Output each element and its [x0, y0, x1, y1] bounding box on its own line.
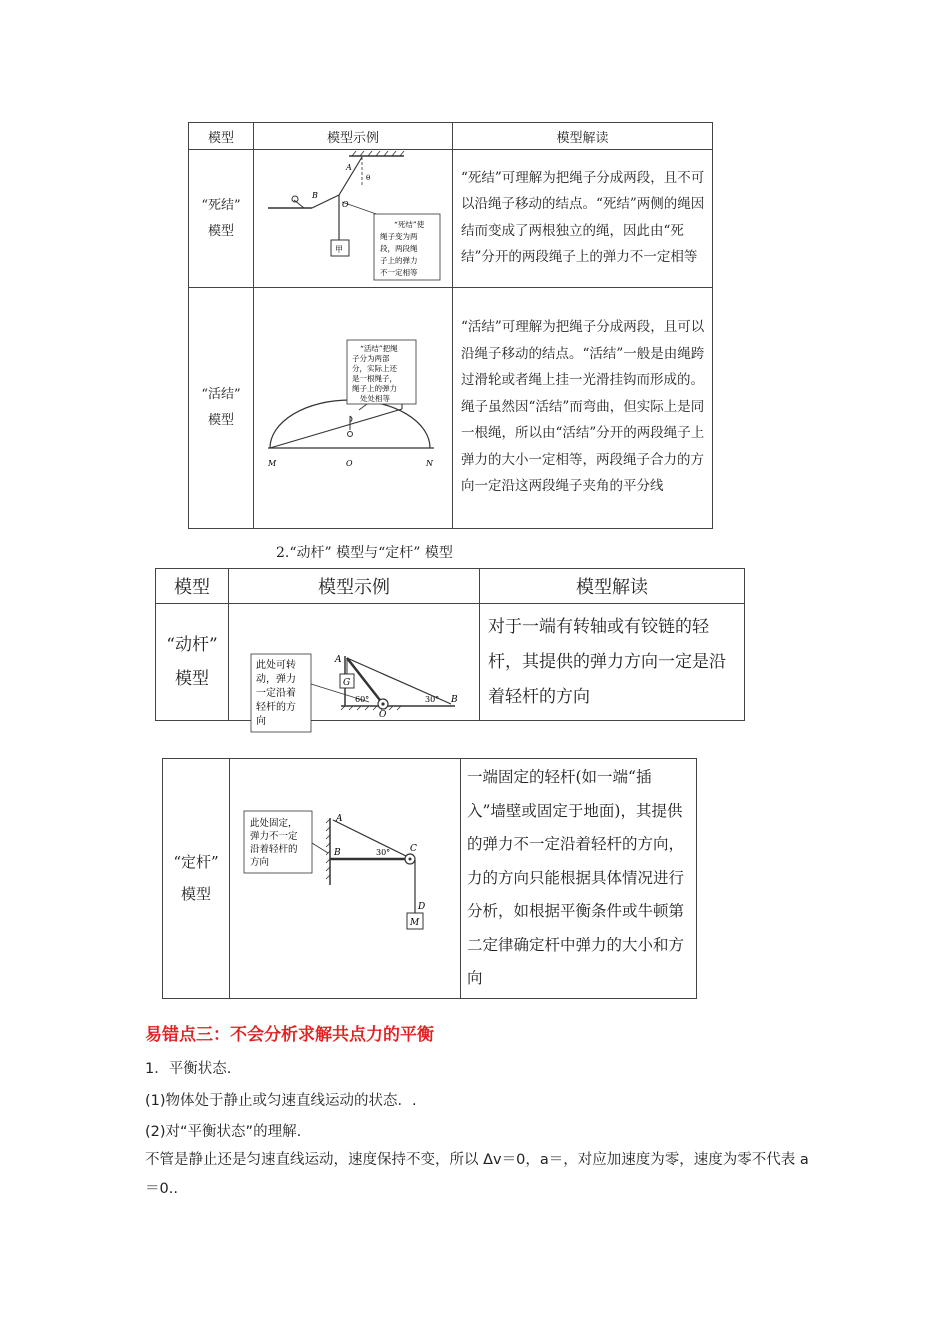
svg-text:此处可转: 此处可转 — [256, 660, 296, 671]
model-name-cell: “定杆” 模型 — [163, 759, 230, 999]
svg-text:动，弹力: 动，弹力 — [256, 674, 296, 685]
paragraph-1: 1．平衡状态. — [145, 1061, 232, 1077]
fixed-rod-table — [162, 758, 697, 999]
table-row-movable-rod — [156, 604, 745, 721]
table-row-live-knot — [189, 288, 713, 529]
svg-text:子分为两部: 子分为两部 — [352, 354, 390, 363]
header-reading: 模型解读 — [480, 569, 745, 604]
label-b: B — [312, 191, 318, 200]
label-d: D — [418, 902, 426, 913]
section-heading: 易错点三：不会分析求解共点力的平衡 — [145, 1025, 434, 1045]
label-o: O — [342, 200, 349, 209]
svg-text:轻杆的方: 轻杆的方 — [256, 702, 296, 713]
svg-text:向: 向 — [256, 716, 266, 727]
svg-text:方向: 方向 — [250, 857, 270, 869]
label-theta: θ — [366, 174, 371, 182]
header-reading: 模型解读 — [453, 123, 713, 150]
section-caption: 2.“动杆” 模型与“定杆” 模型 — [276, 545, 453, 561]
header-example: 模型示例 — [254, 123, 453, 150]
label-angle-30: 30° — [376, 848, 391, 858]
svg-text:沿着轻杆的: 沿着轻杆的 — [250, 844, 298, 856]
weight-label: 甲 — [335, 245, 343, 254]
svg-text:子上的弹力: 子上的弹力 — [380, 256, 418, 265]
header-model: 模型 — [189, 123, 254, 150]
movable-rod-figure — [229, 604, 480, 727]
fixed-rod-reading: 一端固定的轻杆(如一端“插入”墙壁或固定于地面)，其提供的弹力不一定沿着轻杆的方向，力的方向只能根据具体情况进行分析，如根据平衡条件或牛顿第二定律确定杆中弹力的大小和方向 — [461, 759, 697, 999]
fixed-rod-figure — [230, 759, 461, 999]
live-knot-reading: “活结”可理解为把绳子分成两段，且可以沿绳子移动的结点。“活结”一般是由绳跨过滑轮或者绳上挂一光滑挂钩而形成的。绳子虽然因“活结”而弯曲，但实际上是同一根绳，所以由“活结”分开的两段绳子上弹力的大小一定相等，两段绳子合力的方向一定沿这两段绳子夹角的平分线 — [453, 288, 713, 529]
label-a: A — [336, 814, 343, 825]
movable-rod-reading: 对于一端有转轴或有铰链的轻杆，其提供的弹力方向一定是沿着轻杆的方向 — [480, 604, 745, 721]
label-b: B — [334, 848, 341, 859]
label-a: A — [346, 163, 352, 172]
svg-text:绳子变为两: 绳子变为两 — [380, 232, 418, 241]
table-row-dead-knot — [189, 150, 713, 288]
svg-text:绳子上的弹力: 绳子上的弹力 — [352, 384, 397, 393]
svg-text:不一定相等: 不一定相等 — [380, 268, 418, 277]
header-example: 模型示例 — [229, 569, 480, 604]
live-knot-figure — [254, 288, 453, 529]
rope-model-table — [188, 122, 713, 529]
label-g: G — [343, 678, 351, 688]
label-angle-60: 60° — [355, 695, 370, 704]
label-o: O — [346, 459, 353, 468]
svg-text:处处相等: 处处相等 — [360, 394, 390, 403]
table-row-fixed-rod — [163, 759, 697, 999]
paragraph-2: (1)物体处于静止或匀速直线运动的状态．. — [145, 1093, 417, 1109]
dead-knot-reading: “死结”可理解为把绳子分成两段，且不可以沿绳子移动的结点。“死结”两侧的绳因结而变成了两根独立的绳，因此由“死结”分开的两段绳子上的弹力不一定相等 — [453, 150, 713, 288]
label-n: N — [426, 459, 433, 468]
label-m: M — [268, 459, 277, 468]
rod-model-table — [155, 568, 745, 727]
svg-text:一定沿着: 一定沿着 — [256, 688, 296, 699]
svg-text:段，两段绳: 段，两段绳 — [380, 244, 418, 253]
svg-text:“活结”把绳: “活结”把绳 — [360, 344, 398, 353]
model-name-cell: “活结” 模型 — [189, 288, 254, 529]
svg-text:“死结”使: “死结”使 — [394, 220, 425, 229]
label-a: A — [335, 655, 342, 665]
paragraph-4: 不管是静止还是匀速直线运动，速度保持不变，所以 Δv＝0，a＝，对应加速度为零，速度为零不代表 a＝0.. — [145, 1152, 809, 1197]
header-model: 模型 — [156, 569, 229, 604]
paragraph-3: (2)对“平衡状态”的理解. — [145, 1124, 302, 1140]
label-c: C — [410, 844, 417, 855]
label-angle-30: 30° — [425, 695, 440, 704]
svg-text:此处固定，: 此处固定， — [250, 818, 298, 830]
svg-text:弹力不一定: 弹力不一定 — [250, 831, 298, 843]
model-name-cell: “死结” 模型 — [189, 150, 254, 288]
label-m: M — [410, 918, 420, 929]
label-b: B — [451, 695, 458, 705]
svg-text:是一根绳子，: 是一根绳子， — [352, 374, 397, 383]
svg-text:分，实际上还: 分，实际上还 — [352, 364, 397, 373]
dead-knot-figure — [254, 150, 453, 288]
model-name-cell: “动杆” 模型 — [156, 604, 229, 721]
label-o: O — [379, 710, 387, 720]
